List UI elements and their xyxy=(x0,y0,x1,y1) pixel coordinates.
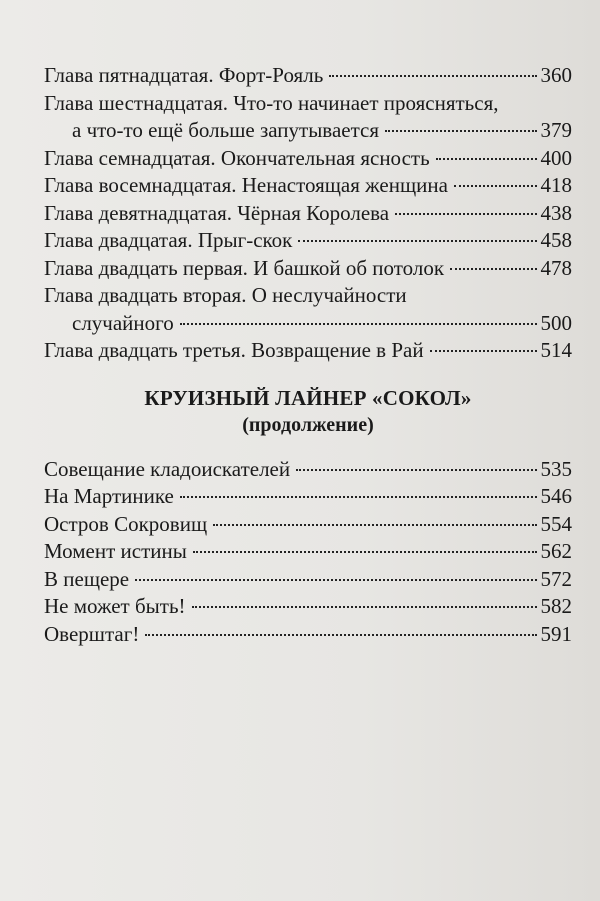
dot-leader xyxy=(329,75,536,77)
toc-entry-page: 478 xyxy=(540,255,572,280)
toc-entry xyxy=(44,255,572,283)
toc-entry-title: Глава пятнадцатая. Форт-Рояль xyxy=(44,63,324,87)
toc-entry-page: 400 xyxy=(540,145,572,170)
toc-entry-page: 572 xyxy=(540,566,572,591)
toc-entry xyxy=(44,227,572,255)
toc-entry xyxy=(44,117,572,145)
toc-entry-page: 438 xyxy=(540,200,572,225)
toc-entry xyxy=(44,593,572,621)
dot-leader xyxy=(180,323,537,325)
toc-entry xyxy=(44,172,572,200)
dot-leader xyxy=(145,634,536,636)
toc-entry-page: 546 xyxy=(540,484,572,508)
toc-entry-page: 514 xyxy=(540,338,572,362)
toc-entry-page: 562 xyxy=(540,539,572,563)
toc-entry-title: Глава двадцать третья. Возвращение в Рай xyxy=(44,338,424,362)
dot-leader xyxy=(430,350,537,352)
toc-entry xyxy=(44,566,572,594)
dot-leader xyxy=(180,496,537,498)
dot-leader xyxy=(436,158,537,160)
toc-entry-title: Остров Сокровищ xyxy=(44,511,208,536)
toc-entry-title: Не может быть! xyxy=(44,594,186,618)
toc-entry-title: Глава девятнадцатая. Чёрная Королева xyxy=(44,200,390,225)
toc-entry-title-line1: Глава двадцать вторая. О неслучайности xyxy=(44,283,407,307)
table-of-contents xyxy=(44,62,572,648)
section-subheading: (продолжение) xyxy=(242,413,374,436)
dot-leader xyxy=(298,240,536,242)
toc-entry xyxy=(44,456,572,484)
toc-entry xyxy=(44,621,572,649)
dot-leader xyxy=(135,579,536,581)
toc-entry-title: Глава семнадцатая. Окончательная ясность xyxy=(44,145,430,170)
toc-entry xyxy=(44,483,572,511)
toc-entry xyxy=(44,145,572,173)
toc-entry-page: 591 xyxy=(540,621,572,646)
toc-entry-title: Глава двадцатая. Прыг-скок xyxy=(44,228,293,252)
toc-entry-title: Глава двадцать первая. И башкой об потолок xyxy=(44,255,445,280)
toc-entry-page: 418 xyxy=(540,173,572,197)
toc-entry-title: На Мартинике xyxy=(44,484,174,508)
toc-entry-page: 500 xyxy=(540,310,572,335)
toc-entry xyxy=(44,511,572,539)
dot-leader xyxy=(296,469,536,471)
toc-entry-title: Момент истины xyxy=(44,539,187,563)
dot-leader xyxy=(450,268,536,270)
dot-leader xyxy=(193,551,537,553)
dot-leader xyxy=(213,524,536,526)
toc-entry xyxy=(44,538,572,566)
toc-entry xyxy=(44,337,572,365)
toc-entry-title: Глава восемнадцатая. Ненастоящая женщина xyxy=(44,173,448,197)
dot-leader xyxy=(192,606,537,608)
toc-entry-page: 535 xyxy=(540,456,572,481)
dot-leader xyxy=(454,185,537,187)
dot-leader xyxy=(385,130,536,132)
toc-entry-page: 582 xyxy=(540,594,572,618)
toc-entry-page: 458 xyxy=(540,228,572,252)
section-heading: КРУИЗНЫЙ ЛАЙНЕР «СОКОЛ» xyxy=(144,385,472,410)
toc-entry-title: Совещание кладоискателей xyxy=(44,456,291,481)
toc-entry-page: 554 xyxy=(540,511,572,536)
toc-entry xyxy=(44,62,572,90)
toc-entry-title-line1: Глава шестнадцатая. Что-то начинает проясняться, xyxy=(44,90,499,115)
toc-entry xyxy=(44,200,572,228)
toc-entry-page: 360 xyxy=(540,63,572,87)
toc-entry-title: В пещере xyxy=(44,566,130,591)
toc-entry-page: 379 xyxy=(540,118,572,142)
toc-entry xyxy=(44,310,572,338)
toc-entry-title: а что-то ещё больше запутывается xyxy=(72,118,380,142)
toc-entry-title: Оверштаг! xyxy=(44,621,140,646)
dot-leader xyxy=(395,213,536,215)
toc-entry-title: случайного xyxy=(72,310,174,335)
